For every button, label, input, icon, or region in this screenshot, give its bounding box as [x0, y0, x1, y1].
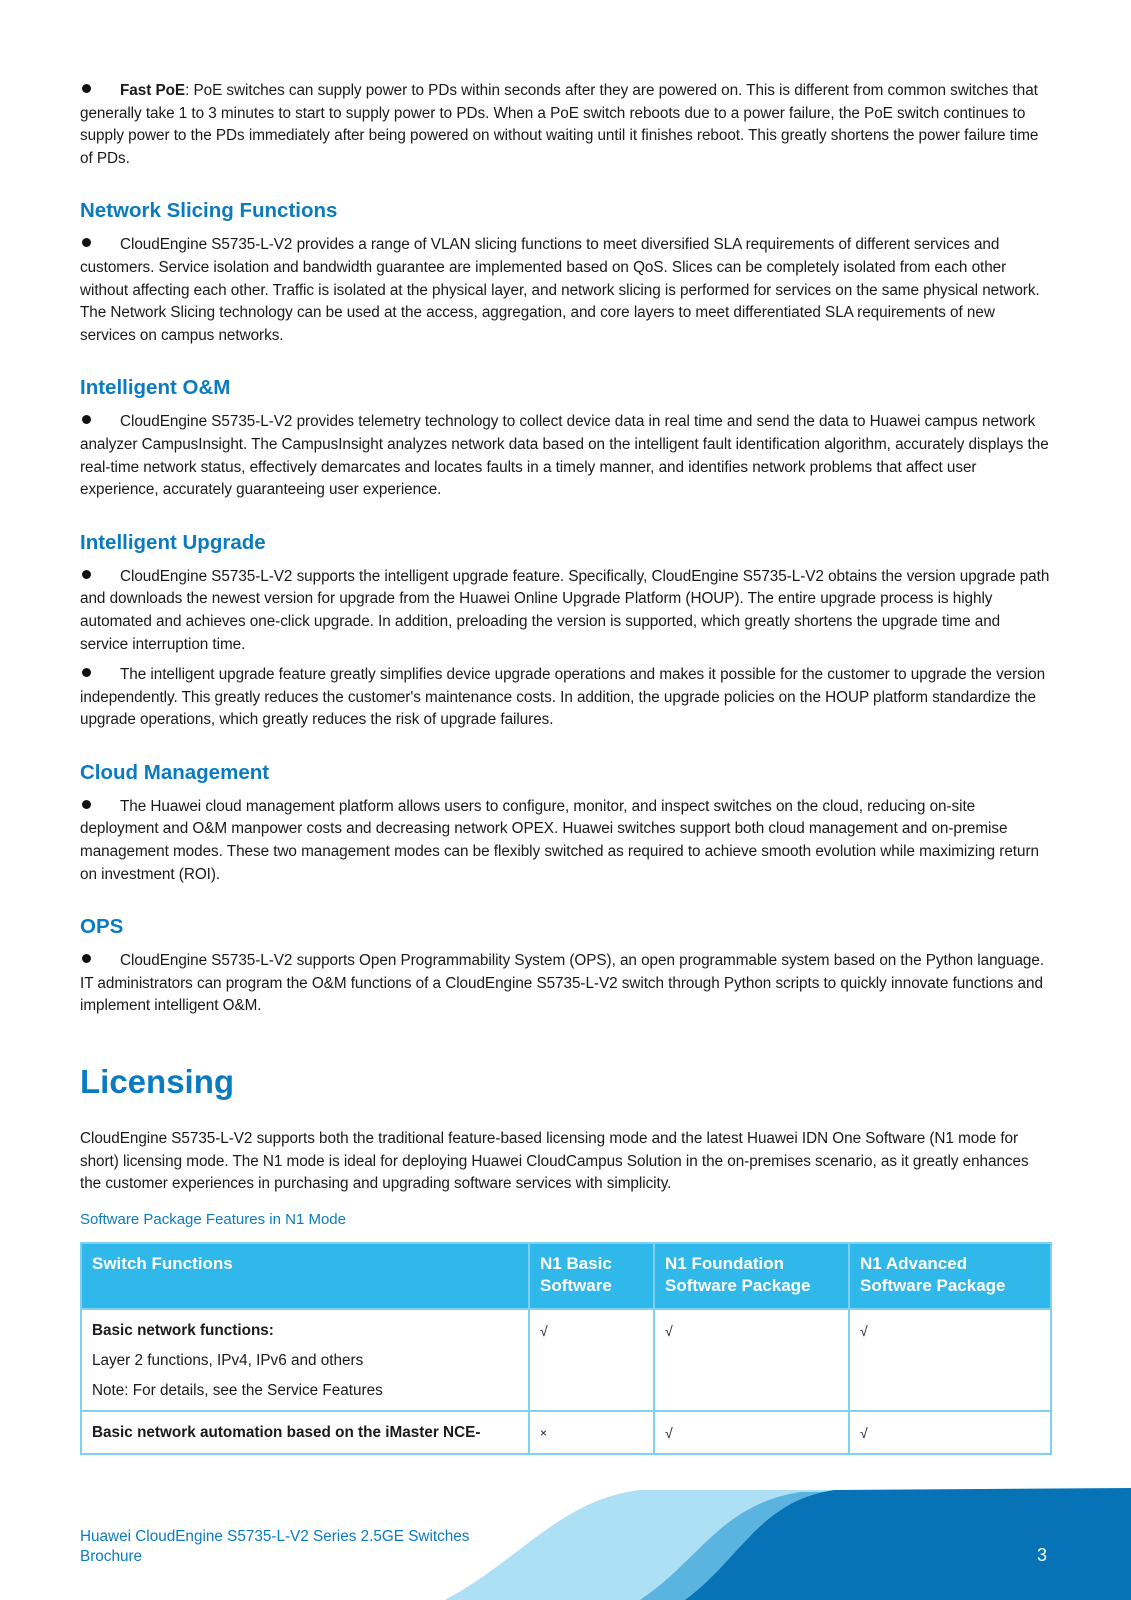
bullet-icon [82, 954, 91, 963]
bullet-text: CloudEngine S5735-L-V2 supports Open Programmability System (OPS), an open programmable system based on the Python language. IT administrators can program the O&M functions of a CloudEngine S5735-L-V2 switch through Python scripts to quickly innovate functions and implement intelligent O&M. [80, 952, 1045, 1015]
section-heading-cloud-management: Cloud Management [80, 760, 270, 784]
bullet-text: The Huawei cloud management platform allows users to configure, monitor, and inspect switches on the cloud, reducing on-site deployment and O&M manpower costs and decreasing network OPEX. Huawei switches support both cloud management and on-premise management modes. These two management modes can be flexibly switched as required to achieve smooth evolution while maximizing return on investment (ROI). [80, 797, 1039, 883]
table-row [81, 1411, 1051, 1454]
bullet-text: CloudEngine S5735-L-V2 provides a range of VLAN slicing functions to meet diversified SLA requirements of different services and customers. Service isolation and bandwidth guarantee are implemented based on QoS. Slices can be completely isolated from each other without affecting each other. Traffic is isolated at the physical layer, and network slicing is performed for services on the same physical network. The Network Slicing technology can be used at the access, aggregation, and core layers to meet differentiated SLA requirements of new services on campus networks. [80, 236, 1040, 344]
bullet-text: CloudEngine S5735-L-V2 supports the intelligent upgrade feature. Specifically, CloudEngine S5735-L-V2 obtains the version upgrade path and downloads the newest version for upgrade from the Huawei Online Upgrade Platform (HOUP). The entire upgrade process is highly automated and achieves one-click upgrade. In addition, preloading the version is supported, which greatly shortens the upgrade time and service interruption time. [80, 567, 1050, 653]
footer-title-line2: Brochure [80, 1547, 143, 1565]
column-header: N1 Basic Software [529, 1243, 654, 1309]
bullet-lead: Fast PoE [120, 82, 186, 99]
bullet-icon [82, 800, 91, 809]
bullet-text: The intelligent upgrade feature greatly simplifies device upgrade operations and makes it possible for the customer to upgrade the version independently. This greatly reduces the customer's maintenance costs. In addition, the upgrade policies on the HOUP platform standardize the upgrade operations, which greatly reduces the risk of upgrade failures. [80, 666, 1046, 729]
bullet-text: : PoE switches can supply power to PDs within seconds after they are powered on. This is different from common switches that generally take 1 to 3 minutes to start to supply power to PDs. When a PoE switch reboots due to a power failure, the PoE switch continues to supply power to the PDs immediately after being powered on without waiting until it finishes reboot. This greatly shortens the power failure time of PDs. [80, 82, 1039, 167]
section-heading-ops: OPS [80, 915, 124, 939]
bullet-icon [82, 415, 91, 424]
bullet-item [80, 796, 1050, 886]
n1-package-table [80, 1242, 1052, 1455]
page-number: 3 [1037, 1545, 1048, 1565]
section-heading-intelligent-upgrade: Intelligent Upgrade [80, 530, 266, 554]
check-icon: √ [540, 1322, 548, 1339]
check-icon: √ [665, 1322, 673, 1339]
function-title: Basic network functions: [92, 1321, 274, 1339]
chapter-heading-licensing: Licensing [80, 1063, 235, 1101]
advanced-cell [849, 1309, 1051, 1411]
bullet-item [80, 664, 1050, 732]
cross-icon: × [540, 1425, 548, 1440]
section-heading-intelligent-om: Intelligent O&M [80, 376, 231, 400]
table-header-row [81, 1243, 1051, 1309]
function-note: Note: For details, see the Service Features [92, 1381, 383, 1399]
foundation-cell [654, 1309, 849, 1411]
bullet-icon [82, 570, 91, 579]
section-heading-network-slicing: Network Slicing Functions [80, 199, 338, 223]
bullet-icon [82, 668, 91, 677]
licensing-intro: CloudEngine S5735-L-V2 supports both the traditional feature-based licensing mode and the latest Huawei IDN One Software (N1 mode for short) licensing mode. The N1 mode is ideal for deploying Huawei CloudCampus Solution in the on-premises scenario, as it greatly enhances the customer experiences in purchasing and upgrading software services with simplicity. [80, 1130, 1029, 1193]
column-header: Switch Functions [81, 1243, 529, 1309]
basic-cell [529, 1309, 654, 1411]
function-cell [81, 1309, 529, 1411]
column-header: N1 Advanced Software Package [849, 1243, 1051, 1309]
bullet-text: CloudEngine S5735-L-V2 provides telemetry technology to collect device data in real time and send the data to Huawei campus network analyzer CampusInsight. The CampusInsight analyzes network data based on the intelligent fault identification algorithm, accurately displays the real-time network status, effectively demarcates and locates faults in a timely manner, and identifies network problems that affect user experience, accurately guaranteeing user experience. [80, 413, 1049, 499]
bullet-item [80, 950, 1050, 1018]
function-cell [81, 1411, 529, 1454]
document-page [80, 80, 1050, 1455]
fast-poe-bullet [80, 80, 1050, 170]
check-icon: √ [860, 1424, 868, 1441]
table-row [81, 1309, 1051, 1411]
function-detail: Layer 2 functions, IPv4, IPv6 and others [92, 1351, 364, 1369]
bullet-item [80, 566, 1050, 656]
bullet-item [80, 411, 1050, 501]
basic-cell [529, 1411, 654, 1454]
column-header: N1 Foundation Software Package [654, 1243, 849, 1309]
bullet-icon [82, 238, 91, 247]
function-title: Basic network automation based on the iMaster NCE- [92, 1423, 481, 1441]
bullet-item [80, 234, 1050, 347]
table-caption: Software Package Features in N1 Mode [80, 1210, 346, 1228]
check-icon: √ [860, 1322, 868, 1339]
footer-doc-title [80, 1527, 469, 1566]
footer-title-line1: Huawei CloudEngine S5735-L-V2 Series 2.5GE Switches [80, 1528, 470, 1545]
bullet-icon [82, 84, 91, 93]
check-icon: √ [665, 1424, 673, 1441]
foundation-cell [654, 1411, 849, 1454]
advanced-cell [849, 1411, 1051, 1454]
